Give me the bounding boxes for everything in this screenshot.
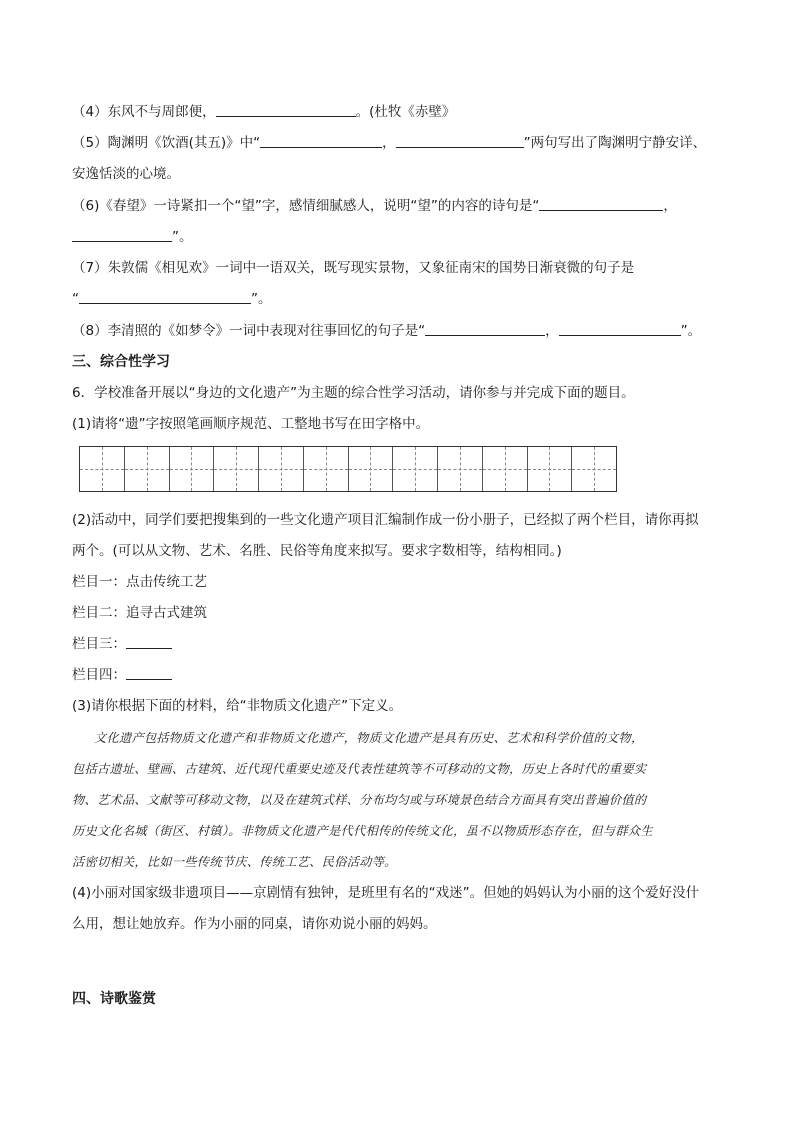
sub-question-3: (3)请你根据下面的材料，给“非物质文化遗产”下定义。	[72, 698, 403, 714]
answer-blank[interactable]	[216, 102, 356, 117]
question-8: （8）李清照的《如梦令》一词中表现对往事回忆的句子是“ ， ”。	[72, 323, 702, 339]
grid-cell[interactable]	[170, 447, 215, 491]
question-5: （5）陶渊明《饮酒(其五)》中“ ， ”两句写出了陶渊明宁静安详、	[72, 135, 707, 151]
grid-cell[interactable]	[125, 447, 170, 491]
column-2: 栏目二：追寻古式建筑	[72, 605, 207, 621]
sub-question-4-line2: 么用，想让她放弃。作为小丽的同桌，请你劝说小丽的妈妈。	[72, 916, 437, 932]
grid-cell[interactable]	[483, 447, 528, 491]
answer-blank[interactable]	[79, 289, 251, 304]
answer-blank[interactable]	[126, 634, 172, 649]
material-line: 物、艺术品、文献等可移动文物，以及在建筑式样、分布均匀或与环境景色结合方面具有突出普遍价值的	[72, 793, 647, 807]
grid-cell[interactable]	[304, 447, 349, 491]
question-6-cont: ”。	[72, 227, 193, 247]
question-7: （7）朱敦儒《相见欢》一词中一语双关，既写现实景物，又象征南宋的国势日渐衰微的句子是	[72, 260, 635, 276]
grid-cell[interactable]	[214, 447, 259, 491]
answer-blank[interactable]	[72, 227, 172, 242]
question-4: （4）东风不与周郎便， 。(杜牧《赤壁》	[72, 104, 456, 120]
answer-blank[interactable]	[396, 133, 524, 148]
material-line: 文化遗产包括物质文化遗产和非物质文化遗产，物质文化遗产是具有历史、艺术和科学价值的文物，	[94, 731, 644, 745]
sub-question-4-line1: (4)小丽对国家级非遗项目——京剧情有独钟，是班里有名的“戏迷”。但她的妈妈认为小丽的这个爱好没什	[72, 885, 700, 901]
section-heading-3: 三、综合性学习	[72, 354, 170, 370]
grid-cell[interactable]	[393, 447, 438, 491]
answer-blank[interactable]	[260, 133, 382, 148]
material-line: 历史文化名城（街区、村镇）。非物质文化遗产是代代相传的传统文化，虽不以物质形态存在，但与群众生	[72, 824, 653, 838]
question-7-cont: “ ”。	[72, 291, 272, 307]
column-3: 栏目三：	[72, 634, 172, 654]
answer-blank[interactable]	[126, 665, 172, 680]
grid-cell[interactable]	[80, 447, 125, 491]
grid-cell[interactable]	[438, 447, 483, 491]
answer-blank[interactable]	[425, 321, 545, 336]
grid-cell[interactable]	[572, 447, 616, 491]
question-5-cont: 安逸恬淡的心境。	[72, 166, 180, 182]
sub-question-1: (1)请将“遗”字按照笔画顺序规范、工整地书写在田字格中。	[72, 416, 430, 432]
column-4: 栏目四：	[72, 665, 172, 685]
tianzige-grid[interactable]	[79, 446, 617, 492]
sub-question-2-line2: 两个。(可以从文物、艺术、名胜、民俗等角度来拟写。要求字数相等，结构相同。)	[72, 543, 562, 559]
question-6: （6)《春望》一诗紧扣一个“望”字，感情细腻感人，说明“望”的内容的诗句是“ ，	[72, 198, 677, 214]
section-heading-4: 四、诗歌鉴赏	[72, 991, 156, 1007]
column-1: 栏目一：点击传统工艺	[72, 574, 207, 590]
answer-blank[interactable]	[559, 321, 681, 336]
question-6-main: 6．学校准备开展以“身边的文化遗产”为主题的综合性学习活动，请你参与并完成下面的题目。	[72, 385, 635, 401]
grid-cell[interactable]	[528, 447, 573, 491]
grid-cell[interactable]	[259, 447, 304, 491]
grid-cell[interactable]	[349, 447, 394, 491]
material-line: 活密切相关，比如一些传统节庆、传统工艺、民俗活动等。	[72, 855, 397, 869]
answer-blank[interactable]	[539, 196, 663, 211]
material-line: 包括古遗址、壁画、古建筑、近代现代重要史迹及代表性建筑等不可移动的文物，历史上各时代的重要实	[72, 762, 647, 776]
sub-question-2-line1: (2)活动中，同学们要把搜集到的一些文化遗产项目汇编制作成一份小册子，已经拟了两个栏目，请你再拟	[72, 512, 699, 528]
